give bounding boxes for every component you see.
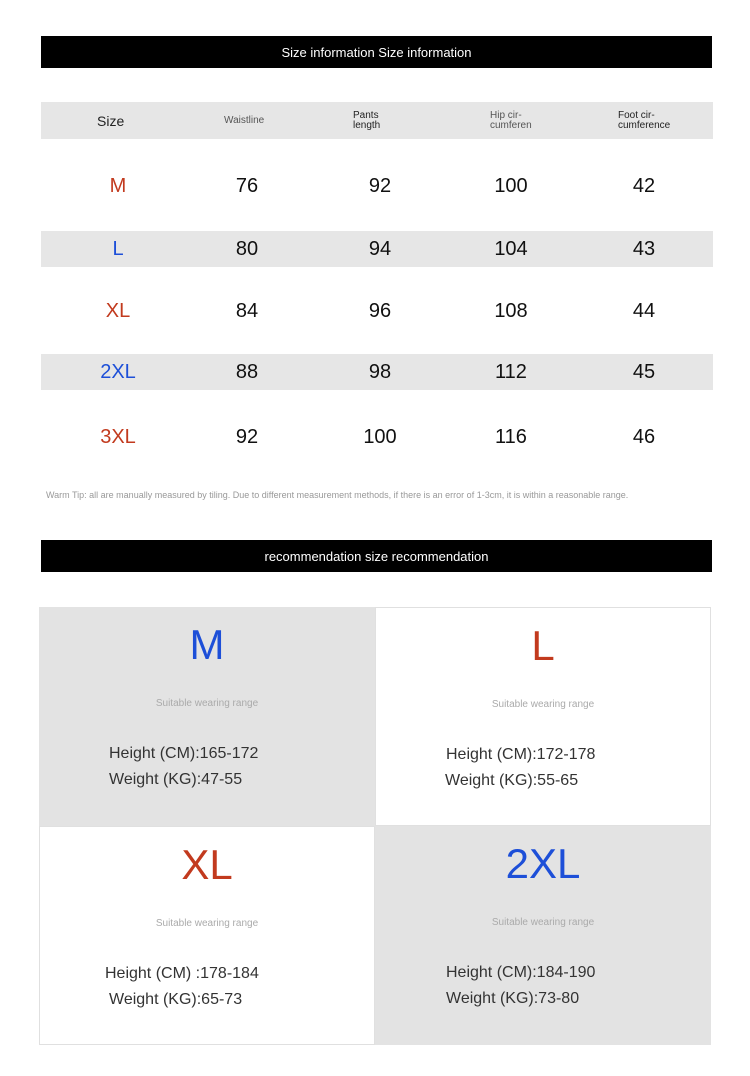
header-pants-line1: Pants: [353, 109, 379, 121]
height-range: Height (CM):184-190: [446, 964, 596, 981]
header-pants-line2: length: [353, 119, 381, 131]
pants-value: 100: [363, 425, 397, 448]
waist-value: 76: [235, 174, 259, 197]
foot-value: 43: [632, 237, 656, 260]
foot-value: 46: [632, 425, 656, 448]
weight-range: Weight (KG):47-55: [109, 771, 243, 788]
suitable-range-label: Suitable wearing range: [491, 699, 595, 710]
table-row: [41, 231, 713, 267]
weight-range: Weight (KG):65-73: [109, 991, 243, 1008]
table-row: [41, 354, 713, 390]
foot-value: 44: [632, 299, 656, 322]
size-info-banner: [41, 36, 712, 68]
recommendation-card-l: [375, 607, 711, 826]
table-row: [41, 168, 713, 204]
recommendation-card-2xl: [375, 826, 711, 1045]
recommendation-size: 2XL: [505, 840, 581, 887]
weight-range: Weight (KG):55-65: [445, 772, 579, 789]
size-label: M: [109, 174, 127, 197]
pants-value: 92: [368, 174, 392, 197]
header-hip-line2: cumferen: [490, 119, 532, 131]
waist-value: 92: [235, 425, 259, 448]
pants-value: 98: [368, 360, 392, 383]
recommendation-title: recommendation size recommendation: [264, 548, 489, 564]
hip-value: 116: [495, 425, 527, 448]
table-row: [41, 293, 713, 329]
size-label: L: [112, 237, 124, 260]
header-size: Size: [97, 112, 125, 129]
suitable-range-label: Suitable wearing range: [491, 917, 595, 928]
waist-value: 88: [235, 360, 259, 383]
warm-tip: Warm Tip: all are manually measured by tiling. Due to different measurement methods, if there is an error of 1-3cm, it is within a reasonable range.: [46, 490, 629, 500]
hip-value: 112: [495, 360, 527, 383]
foot-value: 42: [632, 174, 656, 197]
size-table-header: [41, 102, 713, 139]
recommendation-size: XL: [181, 841, 233, 888]
size-info-title: Size information Size information: [281, 44, 472, 60]
weight-range: Weight (KG):73-80: [446, 990, 580, 1007]
hip-value: 100: [494, 174, 528, 197]
height-range: Height (CM):172-178: [446, 746, 596, 763]
header-foot-line1: Foot cir-: [618, 109, 655, 121]
recommendation-card-xl: [39, 826, 375, 1045]
recommendation-banner: [41, 540, 712, 572]
hip-value: 108: [494, 299, 528, 322]
recommendation-card-m: [39, 607, 375, 826]
suitable-range-label: Suitable wearing range: [155, 918, 259, 929]
height-range: Height (CM):165-172: [109, 745, 259, 762]
header-hip: [490, 102, 532, 139]
recommendation-grid: [39, 607, 712, 1047]
header-pants-length: [353, 102, 380, 139]
pants-value: 96: [368, 299, 392, 322]
suitable-range-label: Suitable wearing range: [155, 698, 259, 709]
size-label: 3XL: [100, 425, 136, 448]
recommendation-size: L: [531, 622, 555, 669]
waist-value: 84: [235, 299, 259, 322]
height-range: Height (CM) :178-184: [105, 965, 259, 982]
header-hip-line1: Hip cir-: [490, 109, 522, 121]
table-row: [41, 419, 713, 455]
recommendation-size: M: [189, 621, 225, 668]
pants-value: 94: [368, 237, 392, 260]
hip-value: 104: [494, 237, 528, 260]
header-foot: [618, 102, 670, 139]
foot-value: 45: [632, 360, 656, 383]
waist-value: 80: [235, 237, 259, 260]
size-label: XL: [105, 299, 131, 322]
header-foot-line2: cumference: [618, 119, 671, 131]
size-label: 2XL: [100, 360, 136, 383]
header-waistline: Waistline: [224, 115, 265, 126]
